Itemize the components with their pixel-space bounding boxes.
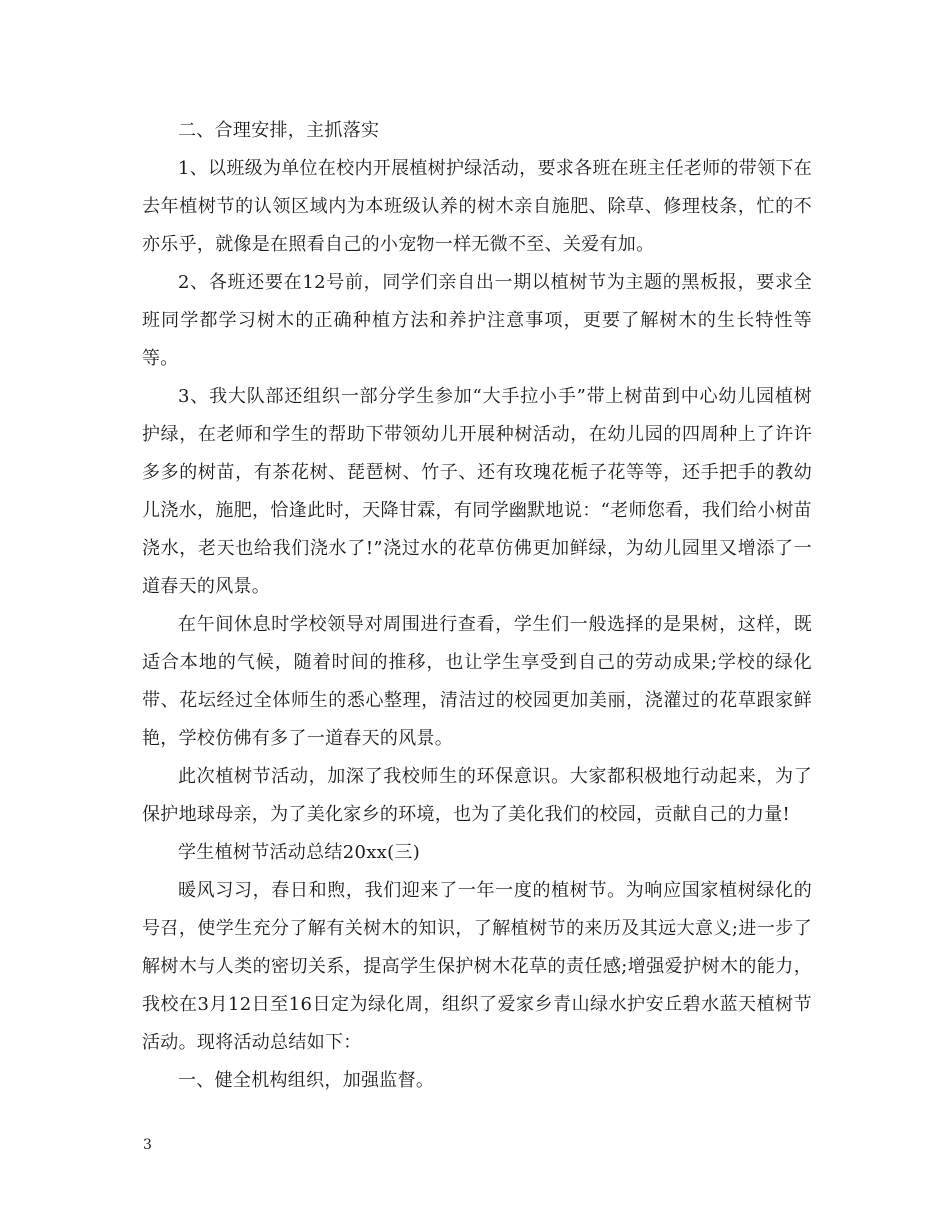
document-body	[142, 112, 812, 1100]
section-heading-organization: 一、健全机构组织，加强监督。	[178, 1070, 435, 1091]
section-heading-arrangement: 二、合理安排，主抓落实	[178, 120, 380, 141]
article-title: 学生植树节活动总结20xx(三)	[178, 842, 421, 863]
paragraph-conclusion: 此次植树节活动，加深了我校师生的环保意识。大家都积极地行动起来，为了保护地球母亲，为了美化家乡的环境，也为了美化我们的校园，贡献自己的力量!	[142, 766, 812, 825]
paragraph-item-3: 3、我大队部还组织一部分学生参加“大手拉小手”带上树苗到中心幼儿园植树护绿，在老师和学生的帮助下带领幼儿开展种树活动，在幼儿园的四周种上了许许多多的树苗，有茶花树、琵琶树、竹子、还有玫瑰花栀子花等等，还手把手的教幼儿浇水，施肥，恰逢此时，天降甘霖，有同学幽默地说：“老师您看，我们给小树苗浇水，老天也给我们浇水了!”浇过水的花草仿佛更加鲜绿，为幼儿园里又增添了一道春天的风景。	[142, 386, 812, 597]
page-number: 3	[143, 1137, 152, 1153]
paragraph-intro: 暖风习习，春日和煦，我们迎来了一年一度的植树节。为响应国家植树绿化的号召，使学生充分了解有关树木的知识，了解植树节的来历及其远大意义;进一步了解树木与人类的密切关系，提高学生保护树木花草的责任感;增强爱护树木的能力，我校在3月12日至16日定为绿化周，组织了爱家乡青山绿水护安丘碧水蓝天植树节活动。现将活动总结如下：	[142, 880, 812, 1053]
paragraph-item-1: 1、以班级为单位在校内开展植树护绿活动，要求各班在班主任老师的带领下在去年植树节的认领区域内为本班级认养的树木亲自施肥、除草、修理枝条，忙的不亦乐乎，就像是在照看自己的小宠物一样无微不至、关爱有加。	[142, 158, 812, 255]
paragraph-item-2: 2、各班还要在12号前，同学们亲自出一期以植树节为主题的黑板报，要求全班同学都学习树木的正确种植方法和养护注意事项，更要了解树木的生长特性等等。	[142, 272, 812, 369]
paragraph-noon-inspection: 在午间休息时学校领导对周围进行查看，学生们一般选择的是果树，这样，既适合本地的气候，随着时间的推移，也让学生享受到自己的劳动成果;学校的绿化带、花坛经过全体师生的悉心整理，清洁过的校园更加美丽，浇灌过的花草跟家鲜艳，学校仿佛有多了一道春天的风景。	[142, 614, 812, 749]
